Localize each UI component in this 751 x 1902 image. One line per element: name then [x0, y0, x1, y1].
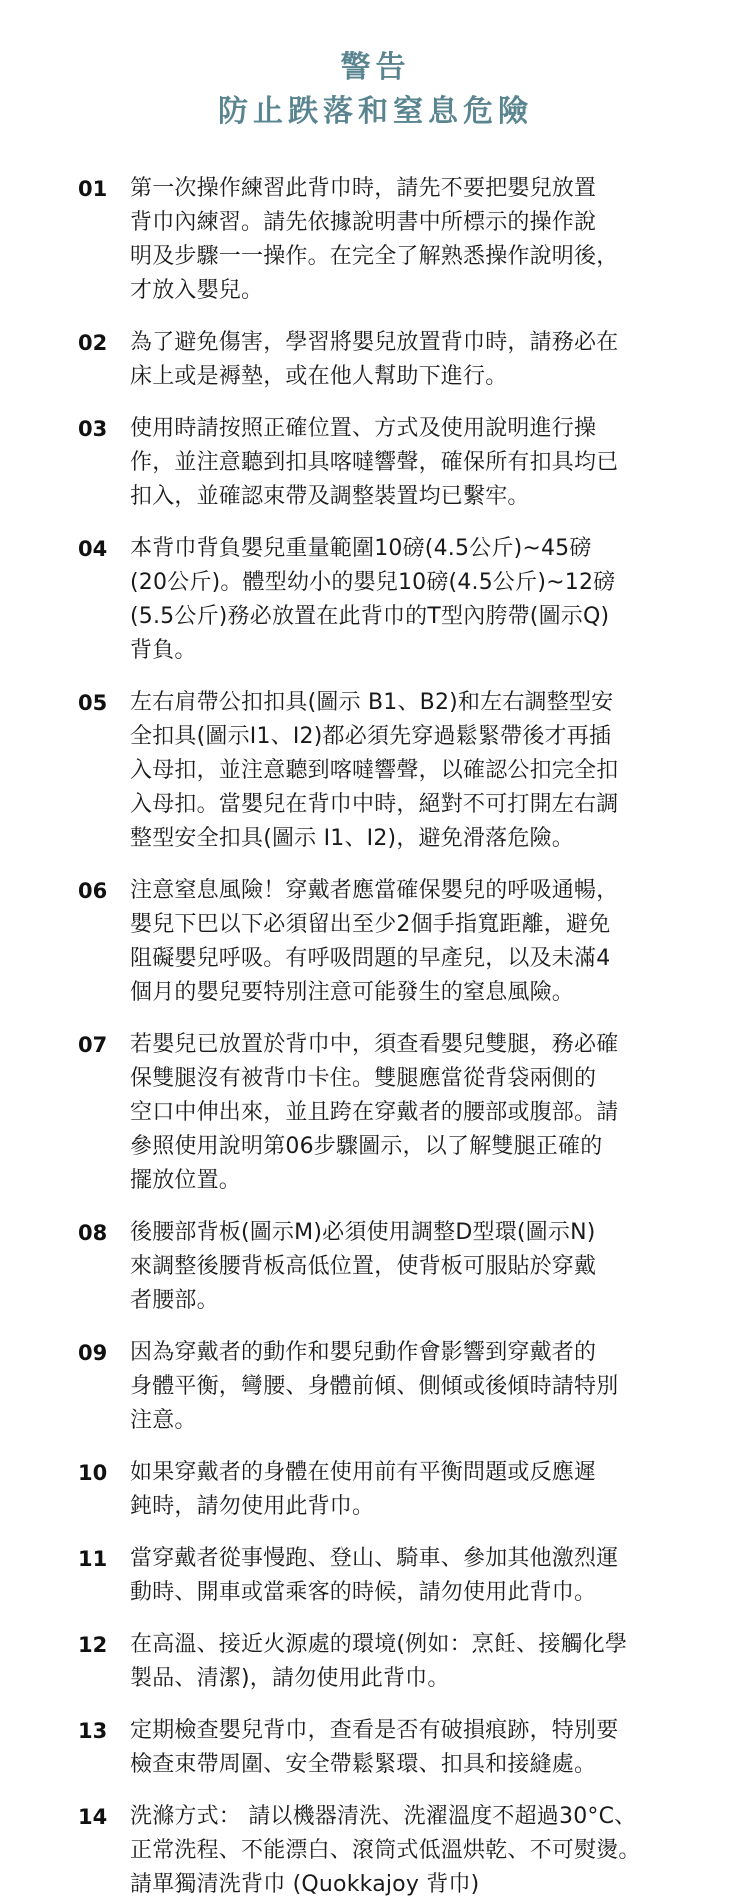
- warning-text-line: 入母扣。當嬰兒在背巾中時，絕對不可打開左右調: [130, 792, 619, 817]
- warning-item: [78, 686, 658, 856]
- warning-text-line: 床上或是褥墊，或在他人幫助下進行。: [130, 364, 508, 389]
- warning-text-line: 後腰部背板(圖示M)必須使用調整D型環(圖示N): [130, 1220, 596, 1245]
- warning-text-line: 阻礙嬰兒呼吸。有呼吸問題的早產兒，以及未滿4: [130, 946, 611, 971]
- warning-item: [78, 1628, 658, 1696]
- warning-text-line: (20公斤)。體型幼小的嬰兒10磅(4.5公斤)~12磅: [130, 570, 616, 595]
- warning-text-line: 第一次操作練習此背巾時，請先不要把嬰兒放置: [130, 176, 597, 201]
- warning-text-line: 本背巾背負嬰兒重量範圍10磅(4.5公斤)~45磅: [130, 536, 592, 561]
- warning-number: 04: [78, 537, 108, 561]
- warning-text: [130, 686, 658, 856]
- warning-text: [130, 1456, 658, 1524]
- warning-item: [78, 1800, 658, 1902]
- warning-text-line: 使用時請按照正確位置、方式及使用說明進行操: [130, 416, 597, 441]
- warning-text-line: 定期檢查嬰兒背巾，查看是否有破損痕跡，特別要: [130, 1718, 619, 1743]
- warning-text-line: 注意。: [130, 1408, 197, 1433]
- warning-number: 13: [78, 1719, 108, 1743]
- warning-number: 02: [78, 331, 108, 355]
- warning-item: [78, 1216, 658, 1318]
- warning-item: [78, 412, 658, 514]
- warning-text-line: 全扣具(圖示I1、I2)都必須先穿過鬆緊帶後才再插: [130, 724, 612, 749]
- warning-text-line: 者腰部。: [130, 1288, 219, 1313]
- warning-item: [78, 874, 658, 1010]
- warning-number: 07: [78, 1033, 108, 1057]
- warning-text-line: 擺放位置。: [130, 1168, 242, 1193]
- warning-text: [130, 412, 658, 514]
- warning-text-line: 洗滌方式： 請以機器清洗、洗濯溫度不超過30°C、: [130, 1804, 637, 1829]
- warning-text: [130, 1336, 658, 1438]
- warning-text-line: 背負。: [130, 638, 197, 663]
- warning-text-line: 若嬰兒已放置於背巾中，須查看嬰兒雙腿，務必確: [130, 1032, 619, 1057]
- warning-item: [78, 1336, 658, 1438]
- warning-item: [78, 1714, 658, 1782]
- page-subtitle: 防止跌落和窒息危險: [218, 94, 533, 129]
- warning-number: 06: [78, 879, 108, 903]
- warning-text-line: 才放入嬰兒。: [130, 278, 264, 303]
- warning-text-line: 在高溫、接近火源處的環境(例如：烹飪、接觸化學: [130, 1632, 628, 1657]
- warning-number: 03: [78, 417, 108, 441]
- warning-item: [78, 326, 658, 394]
- warning-number: 01: [78, 177, 108, 201]
- warning-item: [78, 172, 658, 308]
- warning-text-line: 嬰兒下巴以下必須留出至少2個手指寬距離，避免: [130, 912, 611, 937]
- warning-text-line: 請單獨清洗背巾 (Quokkajoy 背巾): [130, 1872, 480, 1897]
- warning-text-line: 來調整後腰背板高低位置，使背板可服貼於穿戴: [130, 1254, 597, 1279]
- warning-text-line: 個月的嬰兒要特別注意可能發生的窒息風險。: [130, 980, 575, 1005]
- warning-text-line: 如果穿戴者的身體在使用前有平衡問題或反應遲: [130, 1460, 597, 1485]
- warning-text: [130, 1628, 658, 1696]
- warning-text-line: 左右肩帶公扣扣具(圖示 B1、B2)和左右調整型安: [130, 690, 614, 715]
- warning-number: 09: [78, 1341, 108, 1365]
- warning-item: [78, 1542, 658, 1610]
- warning-text-line: 動時、開車或當乘客的時候，請勿使用此背巾。: [130, 1580, 597, 1605]
- warning-item: [78, 532, 658, 668]
- warning-text-line: 製品、清潔)，請勿使用此背巾。: [130, 1666, 450, 1691]
- warning-text-line: 當穿戴者從事慢跑、登山、騎車、參加其他激烈運: [130, 1546, 619, 1571]
- warning-text-line: (5.5公斤)務必放置在此背巾的T型內胯帶(圖示Q): [130, 604, 610, 629]
- warning-text-line: 保雙腿沒有被背巾卡住。雙腿應當從背袋兩側的: [130, 1066, 597, 1091]
- warning-number: 08: [78, 1221, 108, 1245]
- warning-text-line: 為了避免傷害，學習將嬰兒放置背巾時，請務必在: [130, 330, 619, 355]
- warning-text: [130, 874, 658, 1010]
- warning-number: 10: [78, 1461, 108, 1485]
- warning-text-line: 鈍時，請勿使用此背巾。: [130, 1494, 375, 1519]
- warning-number: 05: [78, 691, 108, 715]
- warning-text-line: 檢查束帶周圍、安全帶鬆緊環、扣具和接縫處。: [130, 1752, 597, 1777]
- warning-text-line: 注意窒息風險！穿戴者應當確保嬰兒的呼吸通暢，: [130, 878, 619, 903]
- warning-item: [78, 1456, 658, 1524]
- warning-item: [78, 1028, 658, 1198]
- warning-text: [130, 326, 658, 394]
- warning-text-line: 作，並注意聽到扣具喀噠響聲，確保所有扣具均已: [130, 450, 619, 475]
- warning-number: 12: [78, 1633, 108, 1657]
- warning-text: [130, 172, 658, 308]
- warning-text-line: 入母扣，並注意聽到喀噠響聲，以確認公扣完全扣: [130, 758, 619, 783]
- warning-text: [130, 1216, 658, 1318]
- warning-number: 11: [78, 1547, 108, 1571]
- warning-text-line: 正常洗程、不能漂白、滾筒式低溫烘乾、不可熨燙。: [130, 1838, 641, 1863]
- warning-text-line: 身體平衡，彎腰、身體前傾、側傾或後傾時請特別: [130, 1374, 619, 1399]
- warning-text-line: 空口中伸出來，並且跨在穿戴者的腰部或腹部。請: [130, 1100, 619, 1125]
- warning-text: [130, 1542, 658, 1610]
- warning-list: [78, 172, 658, 1902]
- warning-text: [130, 1714, 658, 1782]
- warning-text-line: 整型安全扣具(圖示 I1、I2)，避免滑落危險。: [130, 826, 574, 851]
- warning-text-line: 明及步驟一一操作。在完全了解熟悉操作說明後，: [130, 244, 619, 269]
- warning-text-line: 參照使用說明第06步驟圖示，以了解雙腿正確的: [130, 1134, 603, 1159]
- warning-text-line: 背巾內練習。請先依據說明書中所標示的操作說: [130, 210, 597, 235]
- warning-text-line: 因為穿戴者的動作和嬰兒動作會影響到穿戴者的: [130, 1340, 597, 1365]
- page-title: 警告: [340, 50, 411, 85]
- warning-number: 14: [78, 1805, 108, 1829]
- warning-header: [0, 46, 751, 134]
- warning-text: [130, 532, 658, 668]
- warning-text: [130, 1800, 658, 1902]
- warning-text: [130, 1028, 658, 1198]
- warning-text-line: 扣入，並確認束帶及調整裝置均已繫牢。: [130, 484, 530, 509]
